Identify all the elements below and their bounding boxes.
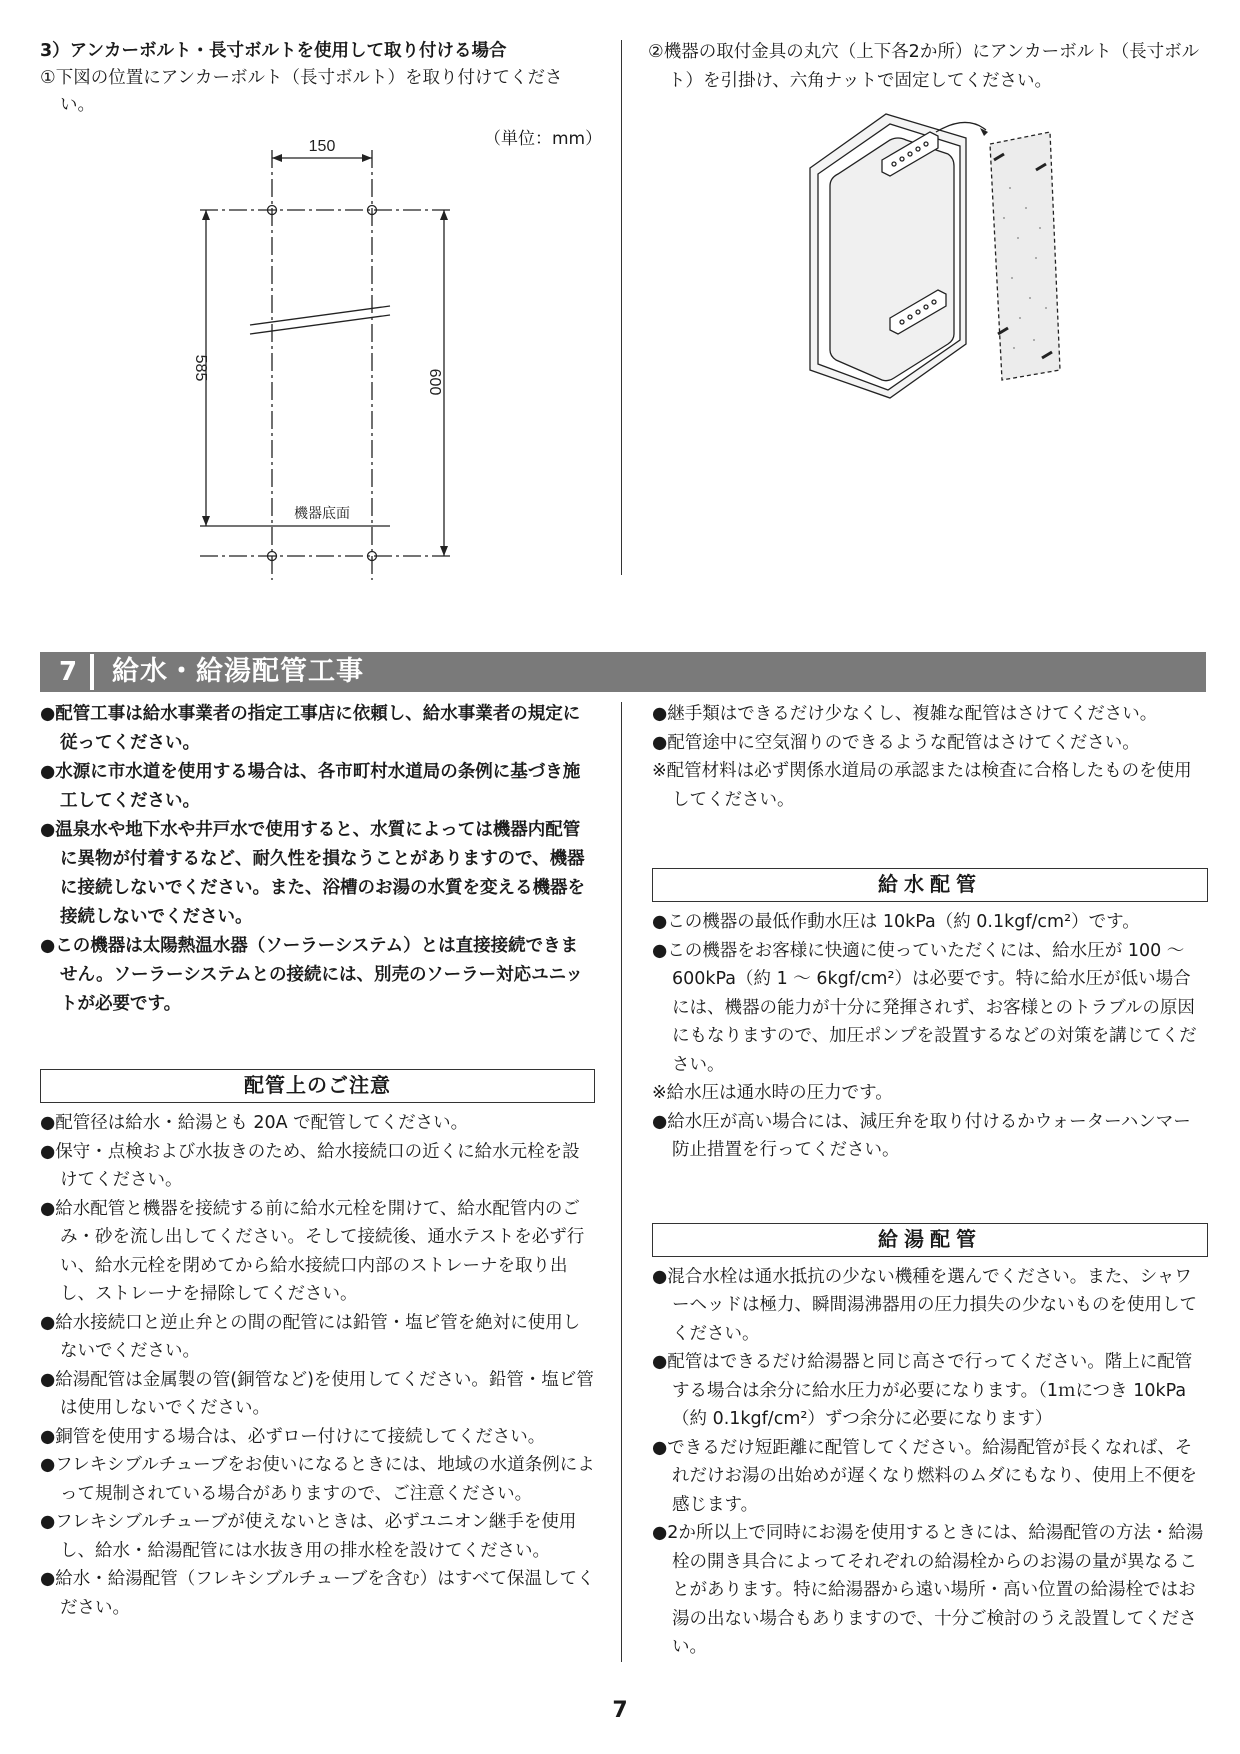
anchor-step-2-block <box>648 38 1208 96</box>
dim-width-label: 150 <box>308 138 336 155</box>
hot-water-list <box>652 1263 1208 1662</box>
water-supply-item: ●この機器をお客様に快適に使っていただくには、給水圧が 100 ～ 600kPa（約 1 ～ 6kgf/cm²）は必要です。特に給水圧が低い場合には、機器の能力が十分に発揮されず、お客様とのトラブルの原因にもなりますので、加圧ポンプを設置するなどの対策を講じてください。 <box>652 940 1197 1075</box>
general-notes <box>40 700 595 1019</box>
caution-item: ●フレキシブルチューブが使えないときは、必ずユニオン継手を使用し、給水・給湯配管には水抜き用の排水栓を設けてください。 <box>40 1512 577 1561</box>
section-number: 7 <box>46 654 94 690</box>
anchor-instructions <box>40 38 595 119</box>
dim-height-right-label: 600 <box>426 368 443 396</box>
hot-water-item: ●2か所以上で同時にお湯を使用するときには、給湯配管の方法・給湯栓の開き具合によってそれぞれの給湯栓からのお湯の量が異なることがあります。特に給湯器から遠い場所・高い位置の給湯栓ではお湯の出ない場合もありますので、十分ご検討のうえ設置してください。 <box>652 1523 1204 1657</box>
material-note: ※配管材料は必ず関係水道局の承認または検査に合格したものを使用してください。 <box>652 761 1192 810</box>
piping-note: ●配管途中に空気溜りのできるような配管はさけてください。 <box>652 732 1140 753</box>
caution-heading: 配管上のご注意 <box>40 1069 595 1103</box>
left-column <box>40 700 595 1622</box>
caution-item: ●フレキシブルチューブをお使いになるときには、地域の水道条例によって規制されている場合がありますので、ご注意ください。 <box>40 1455 595 1504</box>
caution-item: ●配管径は給水・給湯とも 20A で配管してください。 <box>40 1113 469 1133</box>
general-note: ●水源に市水道を使用する場合は、各市町村水道局の条例に基づき施工してください。 <box>40 762 581 811</box>
right-column <box>652 700 1208 1662</box>
caution-item: ●銅管を使用する場合は、必ずロー付けにて接続してください。 <box>40 1426 546 1447</box>
water-pressure-note: ※給水圧は通水時の圧力です。 <box>652 1083 893 1103</box>
water-supply-list <box>652 908 1208 1079</box>
water-supply-item: ●この機器の最低作動水圧は 10kPa（約 0.1kgf/cm²）です。 <box>652 912 1140 932</box>
caution-item: ●給水接続口と逆止弁との間の配管には鉛管・塩ビ管を絶対に使用しないでください。 <box>40 1312 581 1361</box>
anchor-step-2: ②機器の取付金具の丸穴（上下各2か所）にアンカーボルト（長寸ボルト）を引掛け、六角ナットで固定してください。 <box>648 42 1200 91</box>
wall-panel <box>990 132 1060 380</box>
device-bottom-label: 機器底面 <box>294 506 350 522</box>
hot-water-item: ●配管はできるだけ給湯器と同じ高さで行ってください。階上に配管する場合は余分に給水圧力が必要になります。（1ｍにつき 10kPa（約 0.1kgf/cm²）ずつ余分に必要になります） <box>652 1352 1193 1429</box>
hot-water-item: ●混合水栓は通水抵抗の少ない機種を選んでください。また、シャワーヘッドは極力、瞬間湯沸器用の圧力損失の少ないものを使用してください。 <box>652 1266 1197 1344</box>
device-mounting-illustration <box>790 108 1080 408</box>
anchor-position-diagram <box>150 120 480 580</box>
caution-list <box>40 1109 595 1622</box>
page-number: 7 <box>612 1698 628 1723</box>
dim-height-left-label: 585 <box>192 354 209 382</box>
hot-water-item: ●できるだけ短距離に配管してください。給湯配管が長くなれば、それだけお湯の出始めが遅くなり燃料のムダにもなり、使用上不便を感じます。 <box>652 1437 1197 1515</box>
column-divider-bottom <box>621 702 622 1662</box>
piping-note: ●継手類はできるだけ少なくし、複雑な配管はさけてください。 <box>652 704 1158 724</box>
section-header <box>40 652 1206 692</box>
caution-item: ●給水・給湯配管（フレキシブルチューブを含む）はすべて保温してください。 <box>40 1569 595 1618</box>
general-note: ●この機器は太陽熱温水器（ソーラーシステム）とは直接接続できません。ソーラーシステムとの接続には、別売のソーラー対応ユニットが必要です。 <box>40 936 583 1014</box>
hot-water-heading: 給湯配管 <box>652 1223 1208 1257</box>
general-note: ●配管工事は給水事業者の指定工事店に依頼し、給水事業者の規定に従ってください。 <box>40 704 581 753</box>
unit-label: （単位：mm） <box>484 129 603 149</box>
caution-item: ●給湯配管は金属製の管(銅管など)を使用してください。鉛管・塩ビ管は使用しないでください。 <box>40 1369 594 1418</box>
anchor-step-1: ①下図の位置にアンカーボルト（長寸ボルト）を取り付けてください。 <box>40 68 563 115</box>
water-supply-list-tail <box>652 1108 1208 1165</box>
caution-item: ●給水配管と機器を接続する前に給水元栓を開けて、給水配管内のごみ・砂を流し出してください。そして接続後、通水テストを必ず行い、給水元栓を閉めてから給水接続口内部のストレーナを取り出し、ストレーナを掃除してください。 <box>40 1198 585 1304</box>
section-title: 給水・給湯配管工事 <box>112 656 364 687</box>
anchor-heading: 3）アンカーボルト・長寸ボルトを使用して取り付ける場合 <box>40 41 507 61</box>
column-divider-top <box>621 40 622 575</box>
general-note: ●温泉水や地下水や井戸水で使用すると、水質によっては機器内配管に異物が付着するなど、耐久性を損なうことがありますので、機器に接続しないでください。また、浴槽のお湯の水質を変える機器を接続しないでください。 <box>40 820 585 927</box>
water-supply-heading: 給水配管 <box>652 868 1208 902</box>
caution-item: ●保守・点検および水抜きのため、給水接続口の近くに給水元栓を設けてください。 <box>40 1141 580 1190</box>
piping-notes <box>652 700 1208 757</box>
water-supply-item: ●給水圧が高い場合には、減圧弁を取り付けるかウォーターハンマー防止措置を行ってください。 <box>652 1111 1191 1160</box>
